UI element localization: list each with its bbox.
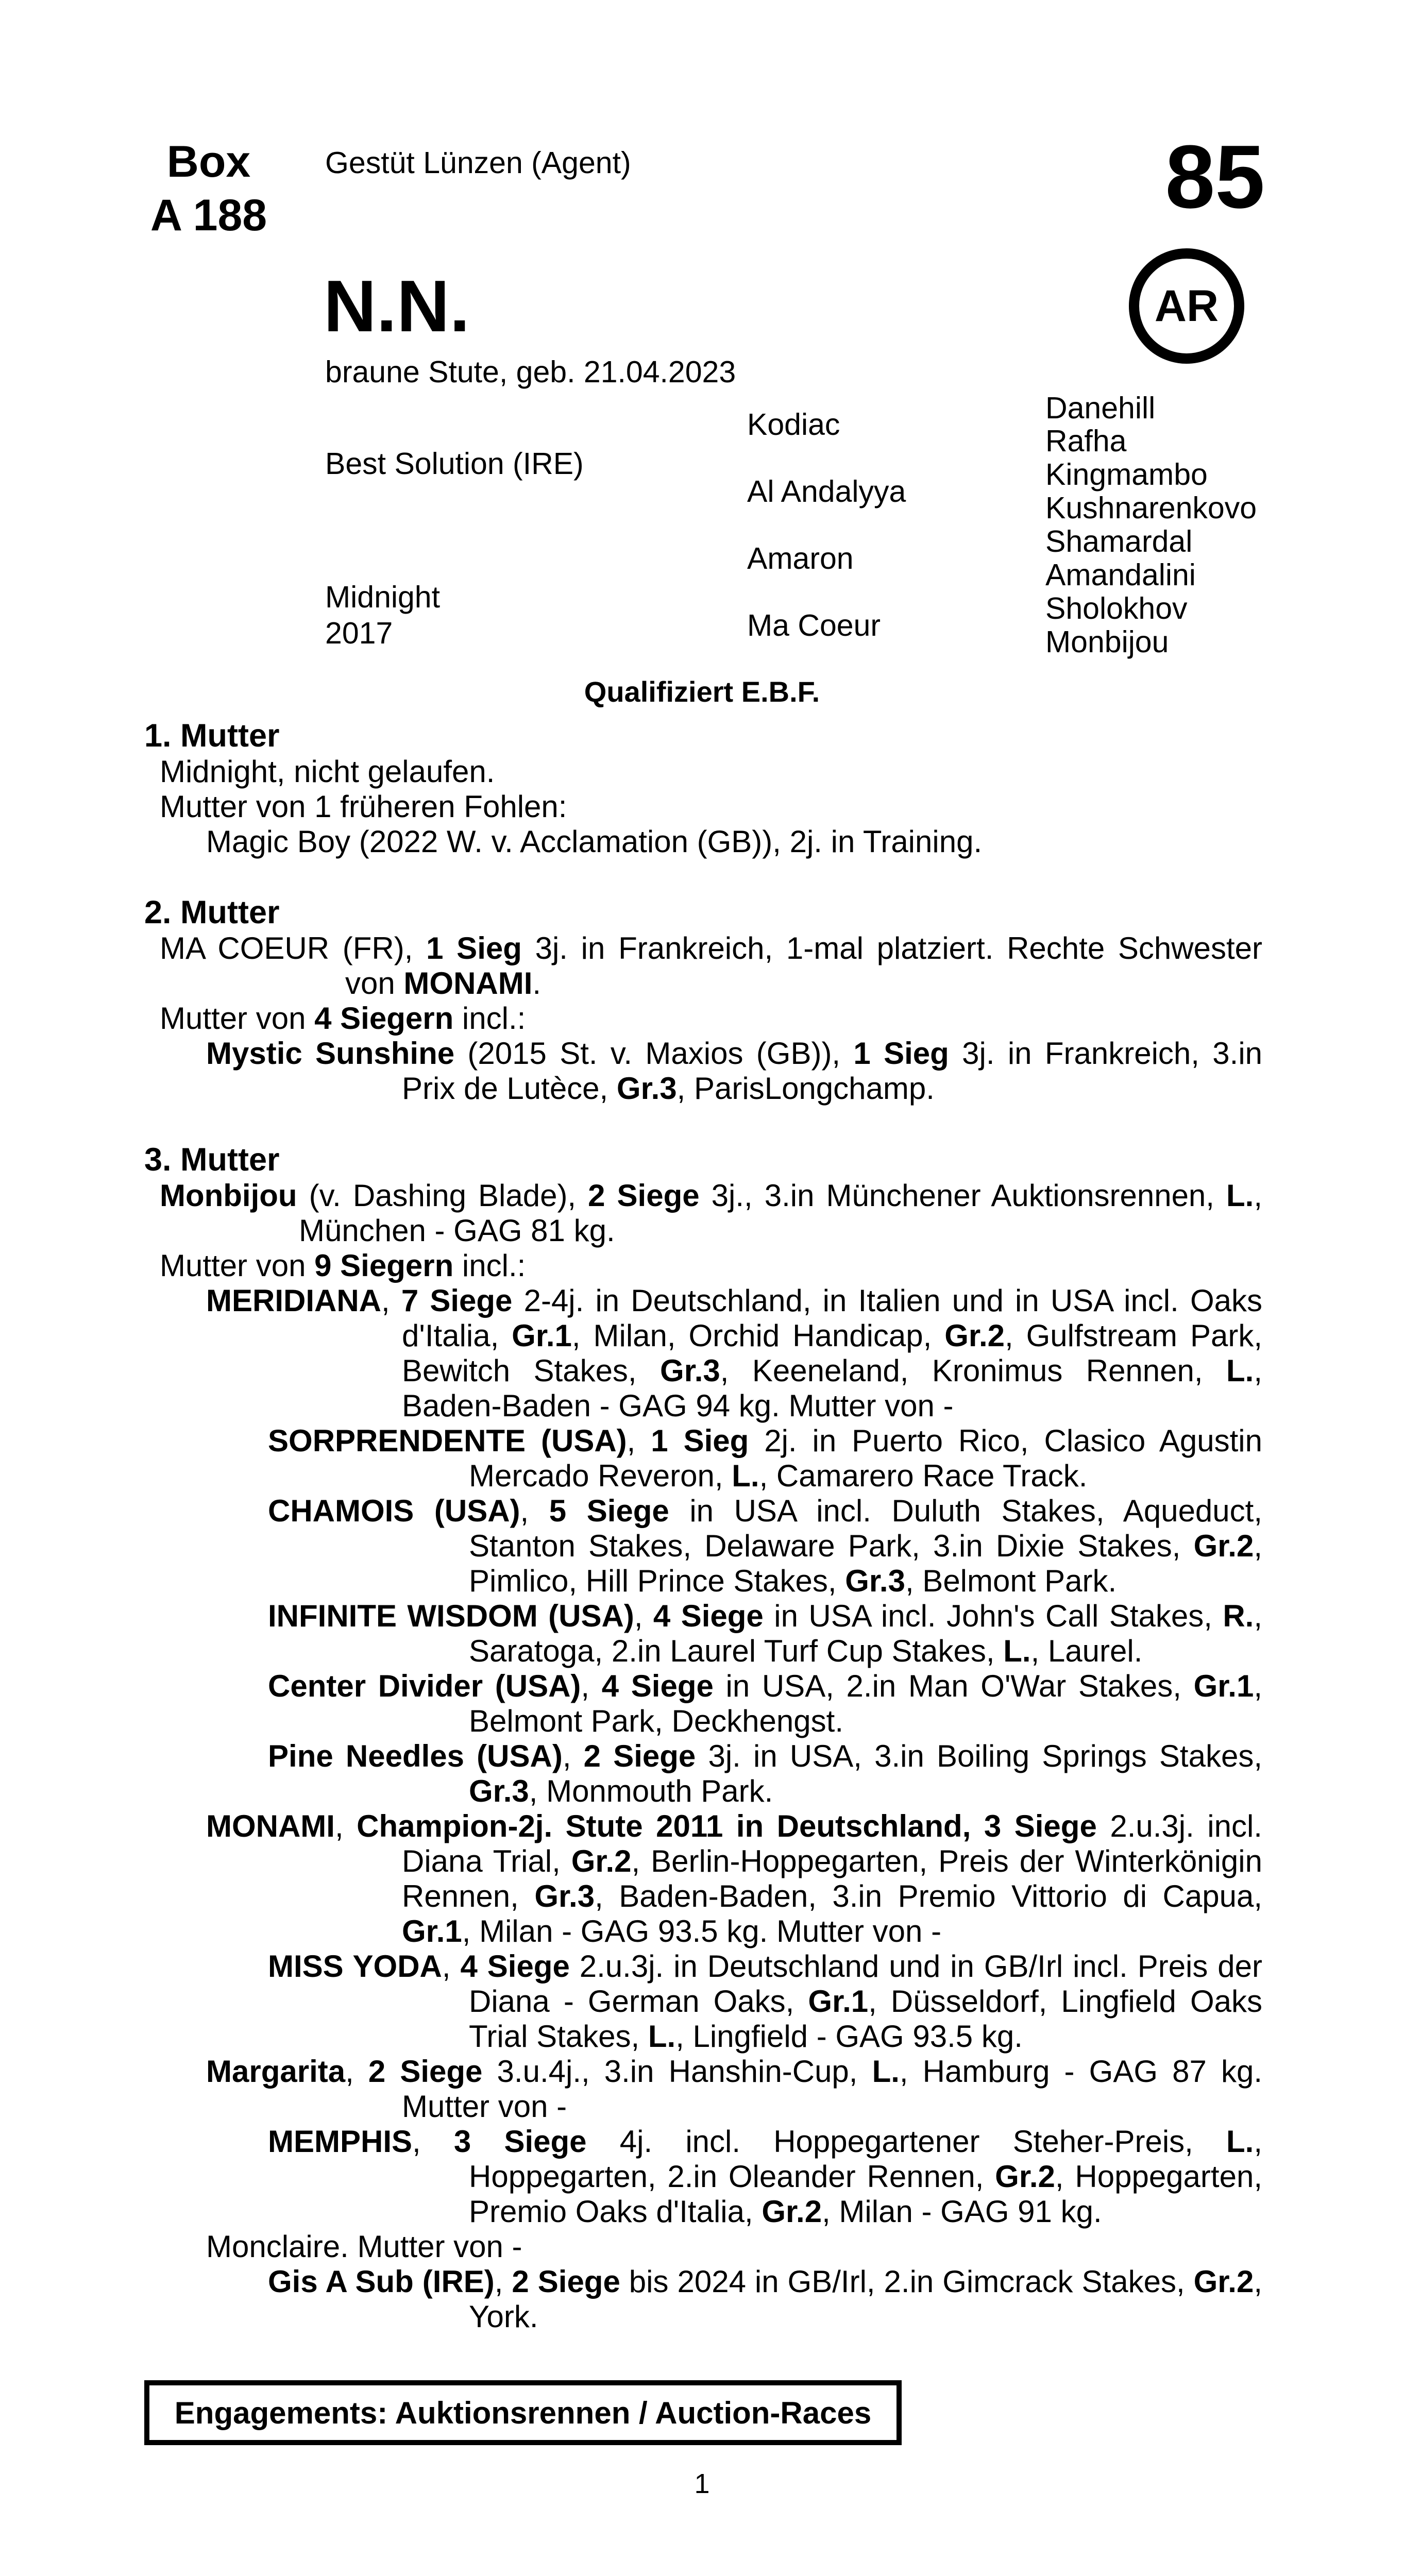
engagements-box bbox=[144, 2380, 902, 2445]
grandfoal-pine-needles: Pine Needles (USA), 2 Siege 3j. in USA, 3.in Boiling Springs Stakes, Gr.3, Monmouth Park. bbox=[268, 1739, 1262, 1808]
second-dam-heading: 2. Mutter bbox=[144, 894, 280, 930]
pedigree-great-grandparent: Shamardal bbox=[1045, 524, 1193, 558]
grandfoal-sorprendente: SORPRENDENTE (USA), 1 Sieg 2j. in Puerto Rico, Clasico Agustin Mercado Reveron, L., Camarero Race Track. bbox=[268, 1423, 1262, 1493]
third-dam-entry: Monbijou (v. Dashing Blade), 2 Siege 3j., 3.in Münchener Auktionsrennen, L., München - GAG 81 kg. bbox=[160, 1178, 1262, 1248]
first-dam-foal: Magic Boy (2022 W. v. Acclamation (GB)), 2j. in Training. bbox=[206, 824, 983, 859]
third-dam-winners: Mutter von 9 Siegern incl.: bbox=[160, 1248, 526, 1283]
first-dam-section bbox=[144, 717, 1262, 859]
pedigree-dam-year: 2017 bbox=[325, 616, 393, 650]
first-dam-line: Mutter von 1 früheren Fohlen: bbox=[160, 789, 567, 824]
second-dam-foal: Mystic Sunshine (2015 St. v. Maxios (GB)), 1 Sieg 3j. in Frankreich, 3.in Prix de Lutèce, Gr.3, ParisLongchamp. bbox=[206, 1036, 1263, 1106]
pedigree-great-grandparent: Kingmambo bbox=[1045, 457, 1208, 492]
foal-monami: MONAMI, Champion-2j. Stute 2011 in Deutschland, 3 Siege 2.u.3j. incl. Diana Trial, Gr.2, Berlin-Hoppegarten, Preis der Winterkönigin Rennen, Gr.3, Baden-Baden, 3.in Premio Vittorio di Capua, Gr.1, Milan - GAG 93.5 kg. Mutter von - bbox=[206, 1809, 1262, 1948]
grandfoal-center-divider: Center Divider (USA), 4 Siege in USA, 2.in Man O'War Stakes, Gr.1, Belmont Park, Deckhengst. bbox=[268, 1669, 1262, 1738]
engagements-text: Engagements: Auktionsrennen / Auction-Races bbox=[174, 2395, 872, 2430]
box-label-group bbox=[144, 135, 273, 242]
pedigree-great-grandparent: Kushnarenkovo bbox=[1045, 491, 1257, 525]
first-dam-heading: 1. Mutter bbox=[144, 718, 280, 754]
pedigree-sire: Best Solution (IRE) bbox=[325, 447, 584, 481]
grandfoal-infinite-wisdom: INFINITE WISDOM (USA), 4 Siege in USA incl. John's Call Stakes, R., Saratoga, 2.in Laurel Turf Cup Stakes, L., Laurel. bbox=[268, 1599, 1262, 1668]
third-dam-heading: 3. Mutter bbox=[144, 1142, 280, 1178]
qualification: Qualifiziert E.B.F. bbox=[584, 675, 820, 708]
ar-badge-label: AR bbox=[1154, 281, 1219, 331]
pedigree-great-grandparent: Monbijou bbox=[1045, 625, 1169, 659]
pedigree-great-grandparent: Sholokhov bbox=[1045, 591, 1188, 625]
second-dam-winners: Mutter von 4 Siegern incl.: bbox=[160, 1001, 526, 1036]
first-dam-line: Midnight, nicht gelaufen. bbox=[160, 754, 495, 789]
agent: Gestüt Lünzen (Agent) bbox=[325, 146, 631, 180]
pedigree-grandparent: Al Andalyya bbox=[747, 474, 906, 509]
pedigree-grandparent: Amaron bbox=[747, 541, 854, 575]
foal-meridiana: MERIDIANA, 7 Siege 2-4j. in Deutschland, in Italien und in USA incl. Oaks d'Italia, Gr.1, Milan, Orchid Handicap, Gr.2, Gulfstream Park, Bewitch Stakes, Gr.3, Keeneland, Kronimus Rennen, L., Baden-Baden - GAG 94 kg. Mutter von - bbox=[206, 1283, 1262, 1423]
box-label: Box bbox=[166, 137, 251, 187]
grandfoal-miss-yoda: MISS YODA, 4 Siege 2.u.3j. in Deutschland und in GB/Irl incl. Preis der Diana - German Oaks, Gr.1, Düsseldorf, Lingfield Oaks Trial Stakes, L., Lingfield - GAG 93.5 kg. bbox=[268, 1949, 1263, 2054]
pedigree-grandparent: Ma Coeur bbox=[747, 608, 881, 642]
lot-number: 85 bbox=[1165, 126, 1265, 227]
foal-monclaire: Monclaire. Mutter von - bbox=[206, 2229, 522, 2264]
pedigree-dam: Midnight bbox=[325, 580, 441, 614]
page-number: 1 bbox=[694, 2468, 710, 2499]
second-dam-entry: MA COEUR (FR), 1 Sieg 3j. in Frankreich, 1-mal platziert. Rechte Schwester von MONAMI. bbox=[160, 931, 1263, 1001]
grandfoal-gis-a-sub: Gis A Sub (IRE), 2 Siege bis 2024 in GB/Irl, 2.in Gimcrack Stakes, Gr.2, York. bbox=[268, 2264, 1263, 2334]
second-dam-section bbox=[144, 894, 1262, 1106]
horse-name: N.N. bbox=[324, 265, 470, 347]
ar-badge-icon bbox=[1129, 248, 1244, 364]
pedigree-grandparent: Kodiac bbox=[747, 408, 840, 442]
grandfoal-memphis: MEMPHIS, 3 Siege 4j. incl. Hoppegartener Steher-Preis, L., Hoppegarten, 2.in Oleander Rennen, Gr.2, Hoppegarten, Premio Oaks d'Italia, Gr.2, Milan - GAG 91 kg. bbox=[268, 2124, 1263, 2229]
horse-description: braune Stute, geb. 21.04.2023 bbox=[325, 355, 736, 389]
box-number: A 188 bbox=[150, 191, 267, 240]
grandfoal-chamois: CHAMOIS (USA), 5 Siege in USA incl. Duluth Stakes, Aqueduct, Stanton Stakes, Delaware Park, 3.in Dixie Stakes, Gr.2, Pimlico, Hill Prince Stakes, Gr.3, Belmont Park. bbox=[268, 1494, 1263, 1598]
pedigree-great-grandparent: Amandalini bbox=[1045, 558, 1196, 592]
foal-margarita: Margarita, 2 Siege 3.u.4j., 3.in Hanshin-Cup, L., Hamburg - GAG 87 kg. Mutter von - bbox=[206, 2054, 1262, 2124]
pedigree-great-grandparent: Danehill bbox=[1045, 391, 1156, 425]
pedigree-great-grandparent: Rafha bbox=[1045, 424, 1127, 458]
third-dam-section bbox=[144, 1141, 1262, 2334]
